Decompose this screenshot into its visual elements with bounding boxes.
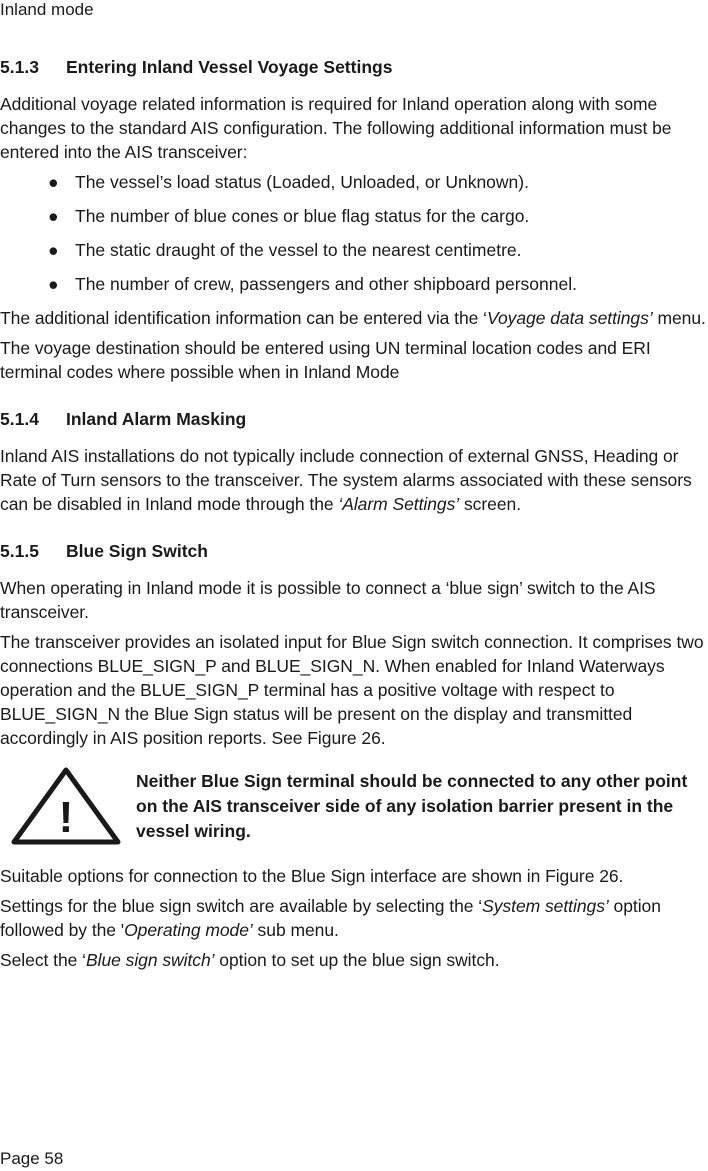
- list-item-text: The static draught of the vessel to the nearest centimetre.: [75, 240, 522, 260]
- section-heading-5-1-3: [0, 56, 708, 78]
- warning-symbol: !: [58, 793, 74, 842]
- text-run: Inland AIS installations do not typically include connection of external GNSS, Heading or Rate of Turn sensors to the transceiver. The system alarms associated with these sensors can be disabled in Inland mode through the: [0, 446, 692, 514]
- menu-reference: System settings’: [482, 896, 609, 916]
- running-header: Inland mode: [0, 0, 94, 19]
- list-item: [0, 272, 708, 296]
- list-item-text: The vessel’s load status (Loaded, Unloaded, or Unknown).: [75, 172, 529, 192]
- section-number: 5.1.5: [0, 541, 39, 561]
- text-run: option followed by the ': [0, 896, 661, 940]
- text-run: option to set up the blue sign switch.: [214, 950, 500, 970]
- bullet-icon: ●: [48, 172, 59, 192]
- menu-reference: Blue sign switch’: [85, 950, 215, 970]
- paragraph: [0, 894, 708, 942]
- warning-text: Neither Blue Sign terminal should be connected to any other point on the AIS transceiver side of any isolation barrier present in the vessel wiring.: [136, 770, 688, 841]
- list-item-text: The number of crew, passengers and other shipboard personnel.: [75, 274, 577, 294]
- list-item: [0, 170, 708, 194]
- menu-reference: Operating mode’: [124, 920, 253, 940]
- paragraph: [0, 306, 708, 330]
- paragraph: The transceiver provides an isolated input for Blue Sign switch connection. It comprises two connections BLUE_SIGN_P and BLUE_SIGN_N. When enabled for Inland Waterways operation and the BLUE_SIGN_P terminal has a positive voltage with respect to BLUE_SIGN_N the Blue Sign status will be present on the display and transmitted accordingly in AIS position reports. See Figure 26.: [0, 632, 704, 748]
- list-item: [0, 238, 708, 262]
- paragraph: The voyage destination should be entered using UN terminal location codes and ERI terminal codes where possible when in Inland Mode: [0, 338, 651, 382]
- bullet-icon: ●: [48, 206, 59, 226]
- text-run: Select the ‘: [0, 950, 86, 970]
- warning-triangle-icon: [8, 766, 124, 846]
- text-run: screen.: [459, 494, 522, 514]
- page-number-footer: Page 58: [0, 1149, 64, 1168]
- list-item-text: The number of blue cones or blue flag status for the cargo.: [75, 206, 530, 226]
- paragraph: Additional voyage related information is required for Inland operation along with some changes to the standard AIS configuration. The following additional information must be entered into the AIS transceiver:: [0, 94, 672, 162]
- bullet-icon: ●: [48, 274, 59, 294]
- section-title: Inland Alarm Masking: [66, 409, 247, 429]
- section-title: Blue Sign Switch: [66, 541, 208, 561]
- paragraph: Suitable options for connection to the Blue Sign interface are shown in Figure 26.: [0, 866, 624, 886]
- text-run: menu.: [652, 308, 706, 328]
- section-number: 5.1.3: [0, 57, 39, 77]
- text-run: sub menu.: [252, 920, 339, 940]
- paragraph: When operating in Inland mode it is possible to connect a ‘blue sign’ switch to the AIS transceiver.: [0, 578, 656, 622]
- section-heading-5-1-5: [0, 540, 708, 562]
- paragraph: [0, 444, 708, 516]
- paragraph: [0, 948, 708, 972]
- bullet-list: [0, 170, 708, 296]
- text-run: Settings for the blue sign switch are available by selecting the ‘: [0, 896, 483, 916]
- section-title: Entering Inland Vessel Voyage Settings: [66, 57, 393, 77]
- section-heading-5-1-4: [0, 408, 708, 430]
- page-content: [0, 56, 708, 978]
- text-run: The additional identification information can be entered via the ‘: [0, 308, 488, 328]
- warning-callout: [0, 766, 708, 846]
- section-number: 5.1.4: [0, 409, 39, 429]
- list-item: [0, 204, 708, 228]
- menu-reference: ‘Alarm Settings’: [338, 494, 460, 514]
- menu-reference: Voyage data settings’: [487, 308, 653, 328]
- bullet-icon: ●: [48, 240, 59, 260]
